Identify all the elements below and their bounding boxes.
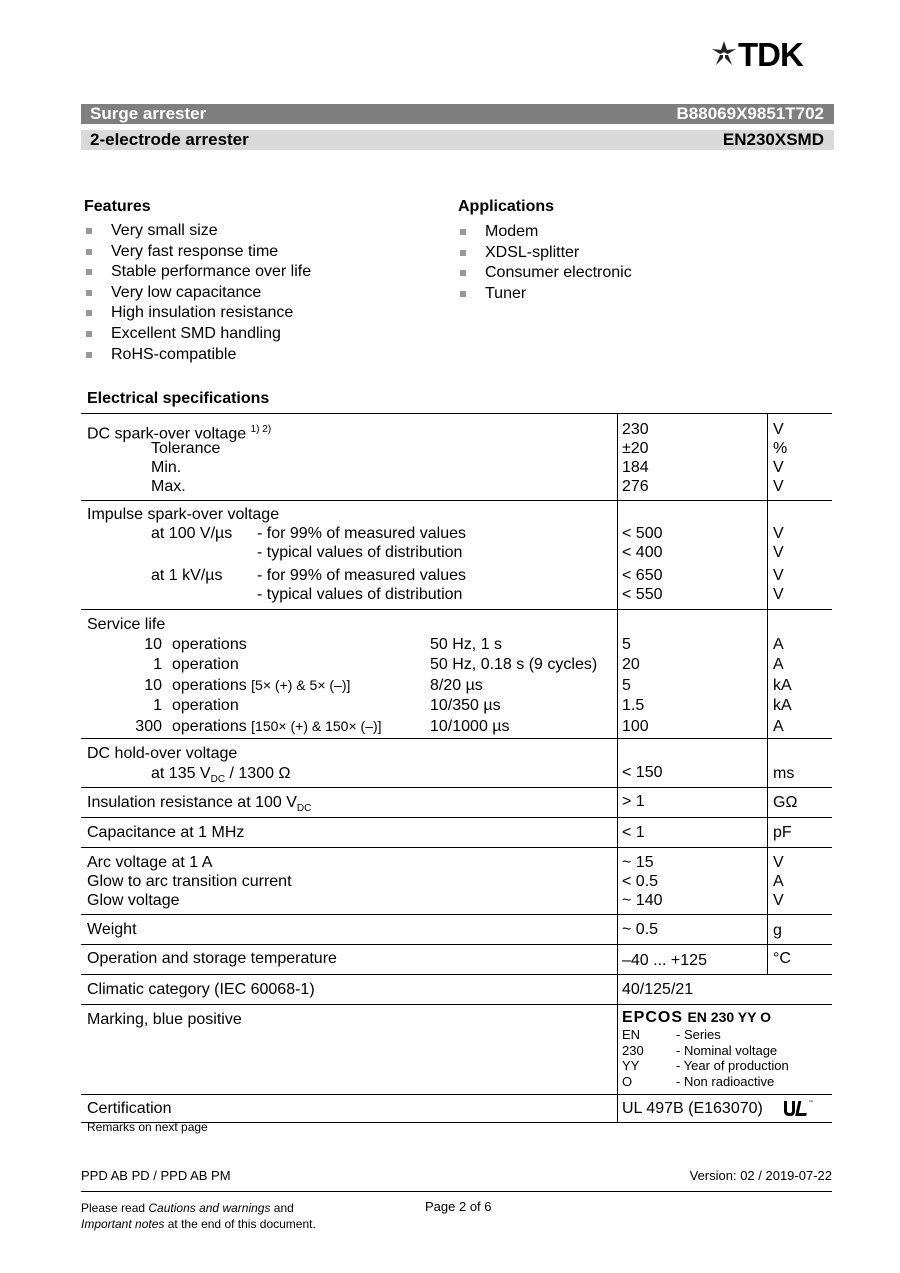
cell-value: 20 [622, 656, 640, 673]
cell-count: 300 [135, 718, 162, 735]
bullet-square-icon [460, 270, 466, 276]
cell-label: operation [172, 656, 239, 673]
cell-label: operation [172, 697, 239, 714]
cell-value: < 400 [622, 544, 663, 561]
insulation-label: Insulation resistance at 100 $V_{DC}$ [87, 794, 312, 815]
bullet-square-icon [86, 269, 92, 275]
cell-label: - for 99% of measured values [257, 567, 466, 584]
marking-desc: - Year of production [676, 1058, 789, 1073]
cell-condition: at 100 V/µs [151, 525, 233, 542]
temperature-label: Operation and storage temperature [87, 950, 337, 967]
cell-value: 100 [622, 718, 649, 735]
marking-key: O [622, 1074, 633, 1089]
header-bar-product [81, 104, 834, 124]
cell-value: –40 ... +125 [622, 952, 707, 969]
list-item: Very small size [84, 221, 311, 242]
table-row-certification [81, 1095, 832, 1123]
footer-page-number: Page 2 of 6 [425, 1199, 492, 1214]
cell-value: ~ 0.5 [622, 921, 659, 938]
tdk-logo [710, 36, 836, 74]
list-item: XDSL-splitter [458, 243, 632, 264]
list-item: Excellent SMD handling [84, 324, 311, 345]
cell-unit: kA [773, 697, 792, 714]
cell-unit: °C [773, 950, 791, 967]
cell-unit: % [773, 440, 788, 457]
cell-label: Glow voltage [87, 892, 180, 909]
cell-value: UL 497B (E163070) [622, 1100, 763, 1117]
impulse-label: Impulse spark-over voltage [87, 506, 280, 523]
bullet-square-icon [86, 228, 92, 234]
table-row-weight [81, 915, 832, 945]
cell-unit: V [773, 459, 784, 476]
cell-label: operations [5× (+) & 5× (–)] [172, 677, 351, 694]
table-row-capacitance [81, 818, 832, 848]
cell-count: 1 [153, 697, 162, 714]
marking-desc: - Series [676, 1027, 721, 1042]
remarks-note: Remarks on next page [87, 1120, 208, 1134]
list-item: Tuner [458, 284, 632, 305]
cell-unit: g [773, 922, 782, 939]
cell-condition: at 1 kV/µs [151, 567, 223, 584]
certification-label: Certification [87, 1100, 172, 1117]
table-row-climatic [81, 975, 832, 1005]
cell-label: operations [172, 636, 247, 653]
product-subtype: 2-electrode arrester [90, 130, 249, 149]
list-item: Very fast response time [84, 242, 311, 263]
table-row-insulation [81, 788, 832, 818]
cell-unit: A [773, 656, 784, 673]
marking-desc: - Non radioactive [676, 1074, 775, 1089]
cell-unit: kA [773, 677, 792, 694]
features-title: Features [84, 198, 151, 215]
cell-value: < 1 [622, 824, 645, 841]
marking-desc: - Nominal voltage [676, 1043, 778, 1058]
cell-value: 40/125/21 [622, 981, 694, 998]
applications-title: Applications [458, 198, 555, 215]
bullet-square-icon [460, 229, 466, 235]
cell-value: 230 [622, 421, 649, 438]
marking-key: 230 [622, 1043, 644, 1058]
cell-value: 276 [622, 478, 649, 495]
table-row-dc-holdover [81, 739, 832, 788]
marking-key: YY [622, 1058, 640, 1073]
cell-count: 10 [144, 677, 162, 694]
product-type: Surge arrester [90, 104, 207, 123]
part-number: B88069X9851T702 [676, 104, 824, 123]
cell-value: < 150 [622, 764, 663, 781]
table-row-service-life [81, 610, 832, 739]
cell-label: - typical values of distribution [257, 544, 463, 561]
cell-unit: A [773, 636, 784, 653]
list-item: High insulation resistance [84, 303, 311, 324]
marking-key: EN [622, 1027, 641, 1042]
capacitance-label: Capacitance at 1 MHz [87, 824, 245, 841]
cell-unit: V [773, 567, 784, 584]
cell-value: ~ 140 [622, 892, 663, 909]
bullet-square-icon [86, 249, 92, 255]
cell-value: ±20 [622, 440, 649, 457]
list-item: Consumer electronic [458, 263, 632, 284]
climatic-label: Climatic category (IEC 60068-1) [87, 981, 315, 998]
cell-count: 10 [144, 636, 162, 653]
features-list [84, 221, 311, 365]
footer-version: Version: 02 / 2019-07-22 [689, 1168, 832, 1183]
cell-value: > 1 [622, 793, 645, 810]
table-row-temperature [81, 945, 832, 975]
dc-spark-label: DC spark-over voltage $^{1) 2)}$ [87, 424, 272, 443]
cell-unit: V [773, 421, 784, 438]
footer-divider [81, 1191, 832, 1192]
cell-unit: V [773, 586, 784, 603]
bullet-square-icon [86, 352, 92, 358]
svg-text:™: ™ [808, 1100, 814, 1107]
cell-waveform: 8/20 µs [430, 677, 483, 694]
specs-table [81, 413, 832, 1123]
footer-note: Please read Cautions and warnings and Important notes at the end of this document. [81, 1201, 316, 1231]
cell-count: 1 [153, 656, 162, 673]
service-life-label: Service life [87, 616, 166, 633]
cell-label: Min. [151, 459, 182, 476]
cell-unit: V [773, 854, 784, 871]
cell-label: operations [150× (+) & 150× (–)] [172, 718, 382, 735]
cell-unit: V [773, 892, 784, 909]
cell-value: 1.5 [622, 697, 645, 714]
cell-unit: V [773, 478, 784, 495]
list-item: RoHS-compatible [84, 345, 311, 366]
cell-value: 5 [622, 636, 631, 653]
cell-waveform: 50 Hz, 1 s [430, 636, 503, 653]
cell-label: - for 99% of measured values [257, 525, 466, 542]
cell-value: < 0.5 [622, 873, 659, 890]
specs-title: Electrical specifications [87, 390, 270, 407]
cell-unit: GΩ [773, 794, 798, 811]
table-row-impulse [81, 501, 832, 610]
cell-label: Max. [151, 478, 186, 495]
list-item: Modem [458, 222, 632, 243]
bullet-square-icon [86, 290, 92, 296]
cell-label: Glow to arc transition current [87, 873, 292, 890]
tdk-emblem-icon [710, 40, 738, 68]
cell-value: < 550 [622, 586, 663, 603]
cell-value: 5 [622, 677, 631, 694]
footer-department: PPD AB PD / PPD AB PM [81, 1168, 231, 1183]
weight-label: Weight [87, 921, 137, 938]
table-row-arc [81, 848, 832, 915]
marking-label: Marking, blue positive [87, 1011, 242, 1028]
cell-condition: at 135 $V_{DC} / 1300$ Ω [151, 765, 291, 786]
cell-label: - typical values of distribution [257, 586, 463, 603]
cell-unit: V [773, 544, 784, 561]
bullet-square-icon [86, 310, 92, 316]
cell-waveform: 50 Hz, 0.18 s (9 cycles) [430, 656, 598, 673]
cell-waveform: 10/350 µs [430, 697, 501, 714]
marking-code: EPCOS EN 230 YY O [622, 1009, 772, 1026]
bullet-square-icon [460, 250, 466, 256]
list-item: Very low capacitance [84, 283, 311, 304]
table-row-marking [81, 1005, 832, 1095]
dc-holdover-label: DC hold-over voltage [87, 745, 238, 762]
cell-value: 184 [622, 459, 649, 476]
applications-list [458, 222, 632, 304]
bullet-square-icon [86, 331, 92, 337]
cell-value: < 650 [622, 567, 663, 584]
cell-waveform: 10/1000 µs [430, 718, 510, 735]
header-bar-subtype [81, 130, 834, 150]
cell-label: Tolerance [151, 440, 221, 457]
table-row-dc-spark [81, 414, 832, 501]
cell-unit: A [773, 873, 784, 890]
cell-value: < 500 [622, 525, 663, 542]
cell-unit: V [773, 525, 784, 542]
list-item: Stable performance over life [84, 262, 311, 283]
cell-value: ~ 15 [622, 854, 654, 871]
product-series: EN230XSMD [722, 130, 824, 149]
logo-text: TDK [738, 36, 803, 73]
cell-unit: A [773, 718, 784, 735]
cell-unit: pF [773, 824, 792, 841]
ul-recognized-icon [781, 1098, 813, 1118]
cell-label: Arc voltage at 1 A [87, 854, 213, 871]
bullet-square-icon [460, 291, 466, 297]
cell-unit: ms [773, 765, 795, 782]
